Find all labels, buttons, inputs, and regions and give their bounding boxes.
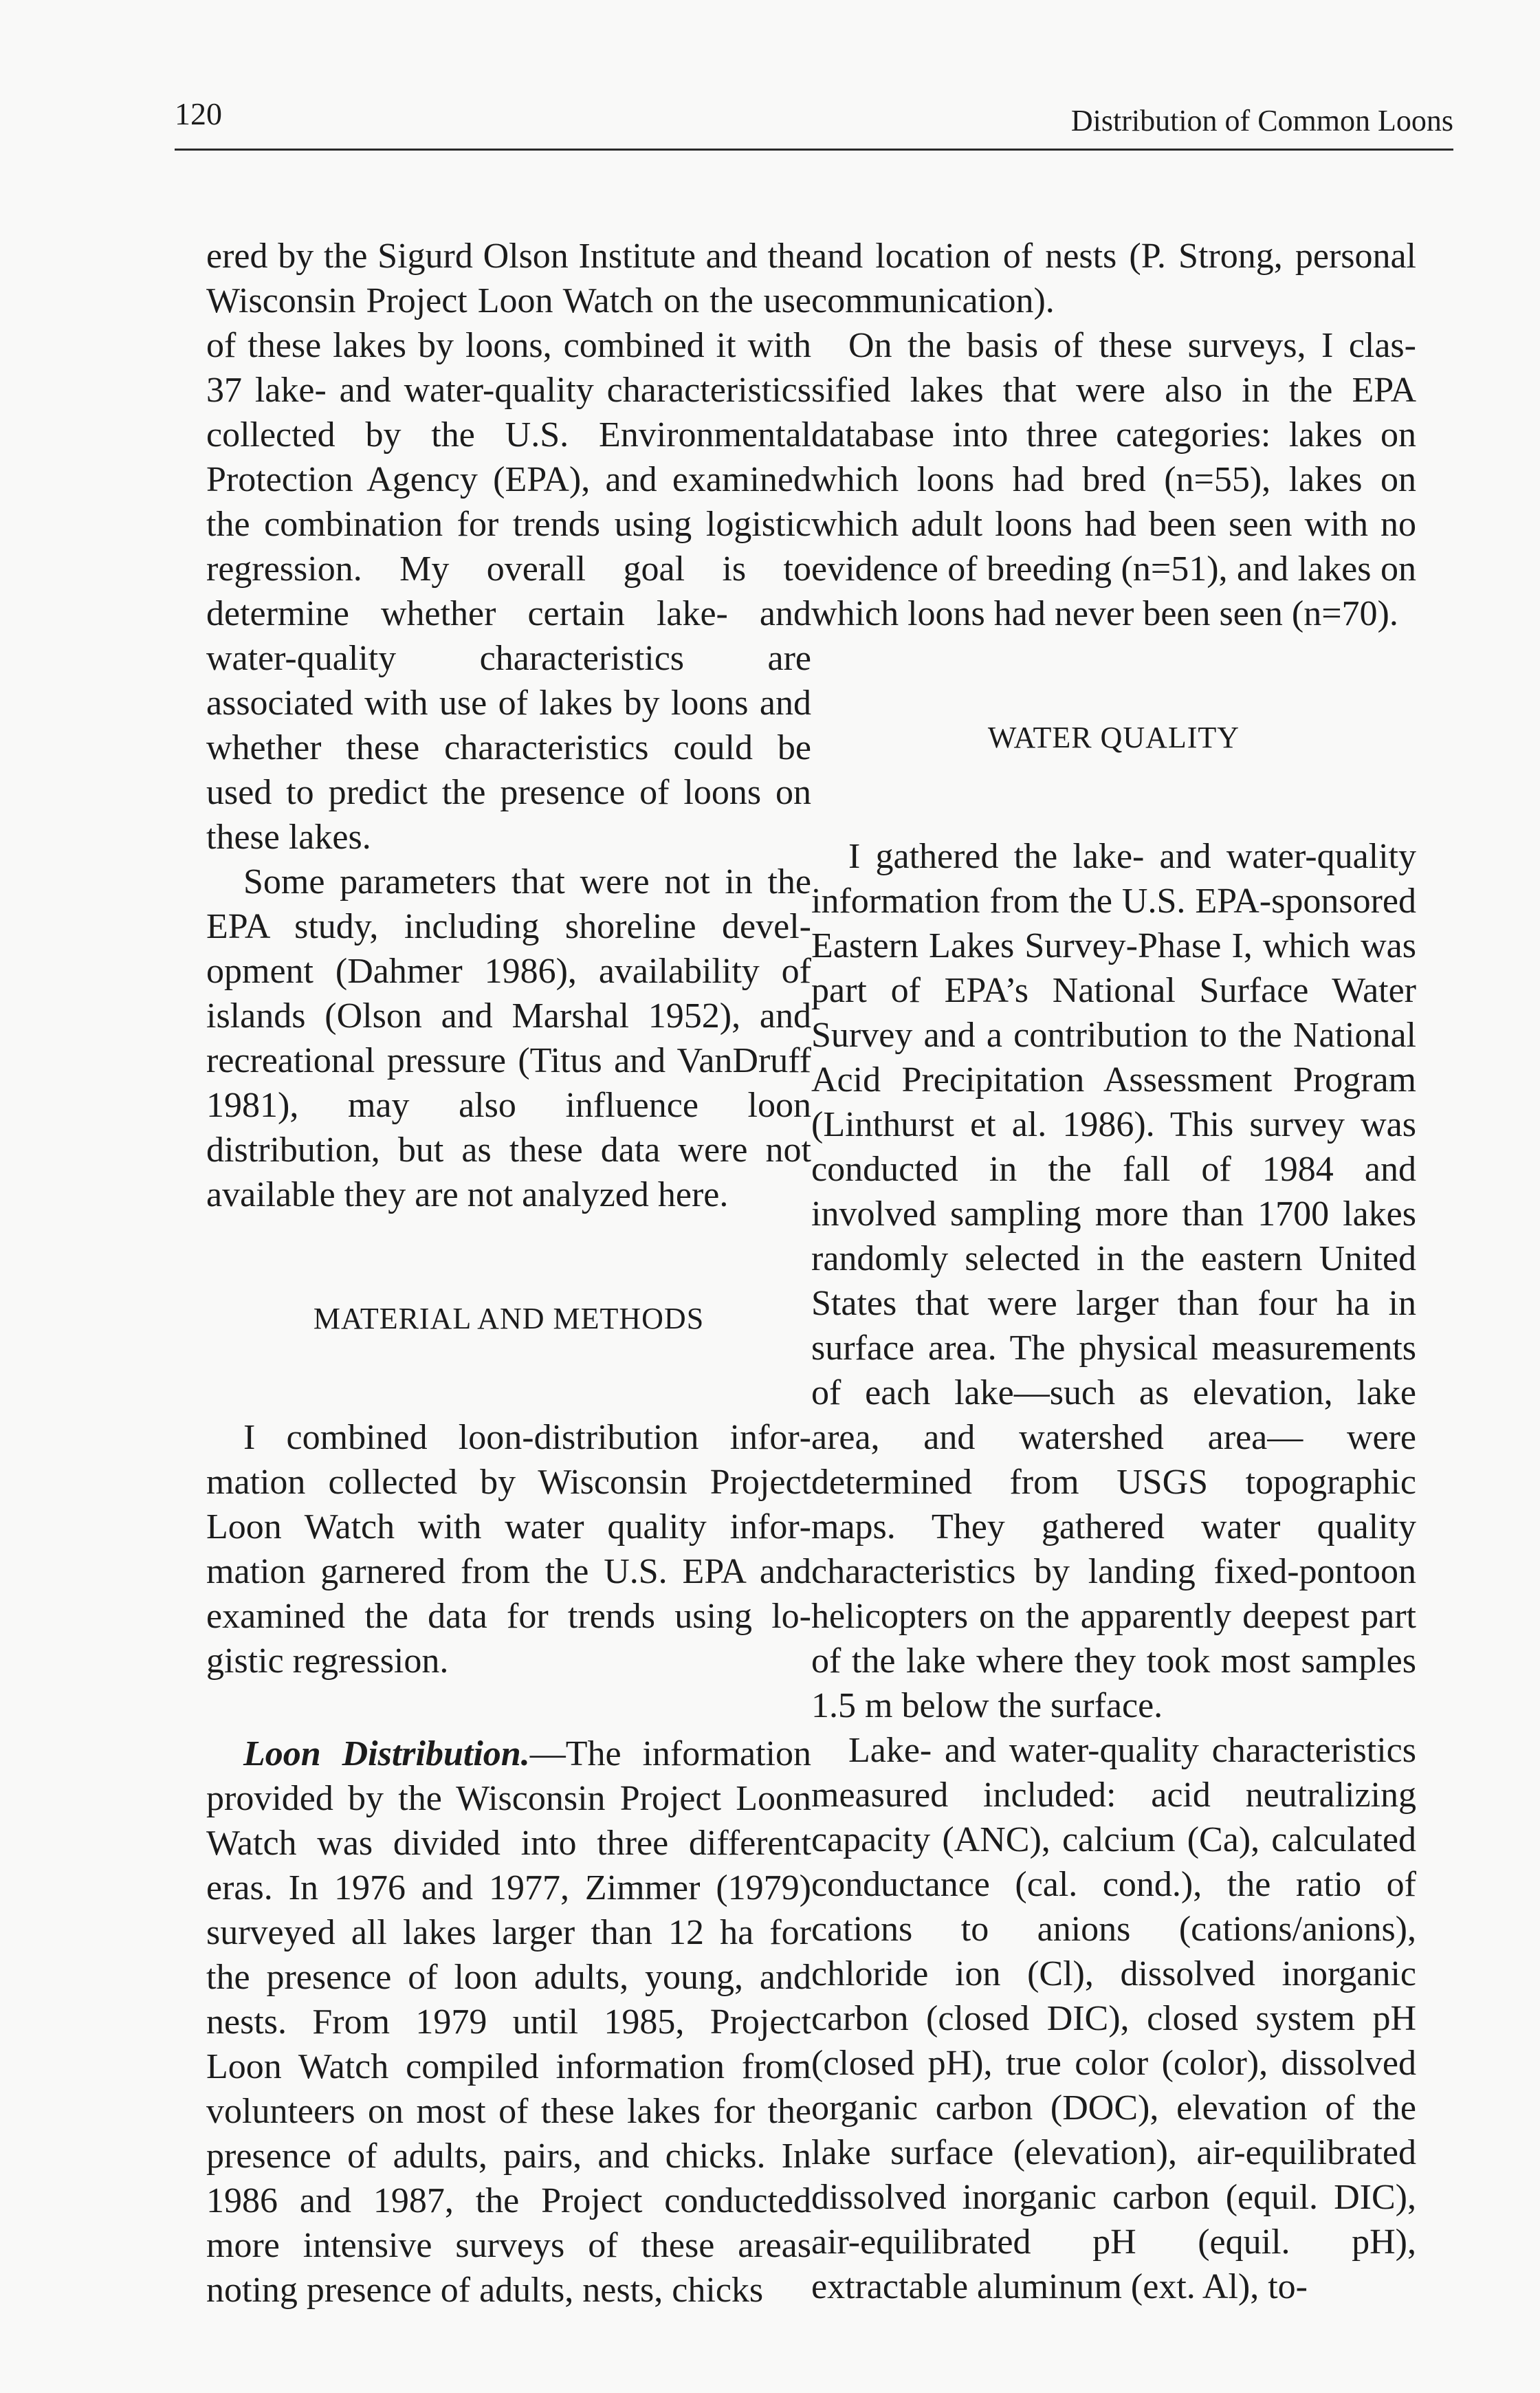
water-quality-paragraph: I gathered the lake- and water-quality information from the U.S. EPA-sponsored Eastern Lakes Survey-Phase I, which was part of EPA’s National Surface Water Survey and a contribution to the National Acid Precipitation Assessment Program (Linthurst et al. 1986). This survey was conducted in the fall of 1984 and involved sampling more than 1700 lakes randomly selected in the eastern United States that were larger than four ha in surface area. The physical measurements of each lake—such as elevation, lake area, and watershed area— were determined from USGS topographic maps. They gathered water quality characteristics by landing fixed-pontoon helicopters on the apparently deepest part of the lake where they took most samples 1.5 m below the surface. [811,837,1416,1725]
parameters-paragraph: Some parameters that were not in the EPA study, including shoreline development (Dahmer 1986), availability of islands (Olson and Marshal 1952), and recreational pressure (Titus and VanDruff 1981), may also influence loon distribution, but as these data were not available they are not analyzed here. [206,862,811,1214]
loon-distribution-paragraph [206,1731,811,2313]
page-header [175,94,1453,151]
nests-continuation-paragraph: and location of nests (P. Strong, personal communication). [811,237,1416,320]
run-in-heading: Loon Distribution. [243,1734,530,1773]
right-column [811,234,1416,2309]
loon-distribution-text: —The information provided by the Wisconsin Project Loon Watch was divided into three different eras. In 1976 and 1977, Zimmer (1979) surveyed all lakes larger than 12 ha for the presence of loon adults, young, and nests. From 1979 until 1985, Project Loon Watch compiled information from volunteers on most of these lakes for the presence of adults, pairs, and chicks. In 1986 and 1987, the Project conducted more intensive surveys of these areas noting presence of adults, nests, chicks [206,1734,811,2310]
section-heading-water-quality: WATER QUALITY [987,721,1240,754]
left-column [206,234,811,2313]
characteristics-paragraph: Lake- and water-quality characteristics measured included: acid neutralizing capacity (ANC), calcium (Ca), calculated conductance (cal. cond.), the ratio of cations to anions (cations/anions), chloride ion (Cl), dissolved inorganic carbon (closed DIC), closed system pH (closed pH), true color (color), dissolved organic carbon (DOC), elevation of the lake surface (elevation), air-equilibrated dissolved inorganic carbon (equil. DIC), air-equilibrated pH (equil. pH), extractable aluminum (ext. Al), to- [811,1731,1416,2306]
classification-paragraph: On the basis of these surveys, I classified lakes that were also in the EPA database into three categories: lakes on which loons had bred (n=55), lakes on which adult loons had been seen with no evidence of breeding (n=51), and lakes on which loons had never been seen (n=70). [811,326,1416,633]
intro-continuation-paragraph: ered by the Sigurd Olson Institute and the Wisconsin Project Loon Watch on the use of these lakes by loons, combined it with 37 lake- and water-quality characteristics collected by the U.S. Environmental Protection Agency (EPA), and examined the combination for trends using logistic regression. My overall goal is to determine whether certain lake- and water-quality characteristics are associated with use of lakes by loons and whether these characteristics could be used to predict the presence of loons on these lakes. [206,237,811,857]
running-head: Distribution of Common Loons [1070,104,1453,138]
page-number: 120 [175,96,222,131]
section-heading-methods: MATERIAL AND METHODS [313,1302,705,1335]
methods-paragraph: I combined loon-distribution information collected by Wisconsin Project Loon Watch with water quality information garnered from the U.S. EPA and examined the data for trends using logistic regression. [206,1418,811,1681]
